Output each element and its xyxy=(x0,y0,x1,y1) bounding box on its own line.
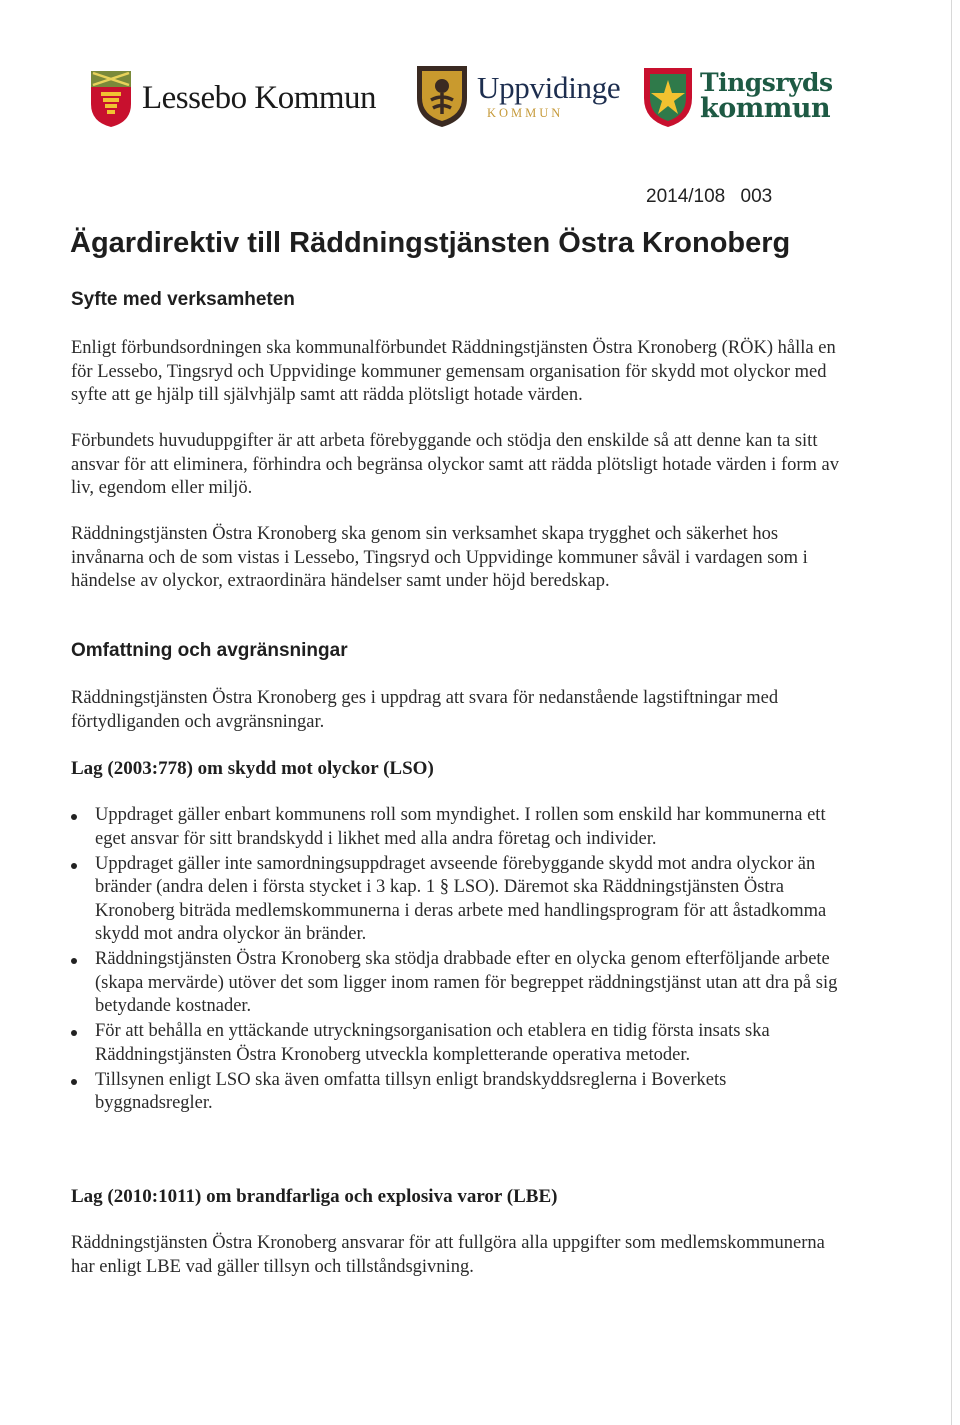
list-item xyxy=(71,948,841,1019)
list-item-text: Uppdraget gäller inte samordningsuppdraget avseende förebyggande skydd mot andra olyckor än bränder (andra delen i första stycket i 3 kap. 1 § LSO). Däremot ska Räddningstjänsten Östra Kronoberg biträda medlemskommunerna i deras arbete med handlingsprogram för att åstadkomma skydd mot andra olyckor än bränder. xyxy=(95,853,827,944)
lso-bullet-list xyxy=(71,804,841,1117)
bullet-icon xyxy=(71,1030,77,1036)
lbe-paragraph: Räddningstjänsten Östra Kronoberg ansvarar för att fullgöra alla uppgifter som medlemskommunerna har enligt LBE vad gäller tillsyn och tillståndsgivning. xyxy=(71,1233,825,1277)
page-edge-line xyxy=(951,0,952,1425)
bullet-icon xyxy=(71,958,77,964)
document-title: Ägardirektiv till Räddningstjänsten Östra Kronoberg xyxy=(70,227,791,259)
list-item xyxy=(71,853,841,947)
list-item-text: Uppdraget gäller enbart kommunens roll som myndighet. I rollen som enskild har kommunerna ett eget ansvar för sitt brandskydd i likhet med alla andra företag och individer. xyxy=(95,805,826,849)
purpose-paragraph-3: Räddningstjänsten Östra Kronoberg ska genom sin verksamhet skapa trygghet och säkerhet hos invånarna och de som vistas i Lessebo, Tingsryd och Uppvidinge kommuner såväl i vardagen som i händelse av olyckor, extraordinära händelser samt under höjd beredskap. xyxy=(71,524,808,591)
purpose-paragraph-2: Förbundets huvuduppgifter är att arbeta förebyggande och stödja den enskilde så att denne kan ta sitt ansvar för att eliminera, förhindra och begränsa olyckor samt att rädda plötsligt hotade värden i form av liv, egendom eller miljö. xyxy=(71,431,839,498)
list-item xyxy=(71,804,841,851)
bullet-icon xyxy=(71,863,77,869)
document-reference-number: 2014/108 003 xyxy=(646,186,773,207)
tingsryds-wordmark: Tingsryds xyxy=(700,68,833,97)
list-item-text: Räddningstjänsten Östra Kronoberg ska stödja drabbade efter en olycka genom efterföljande arbete (skapa mervärde) utöver det som ligger inom ramen för begreppet räddningstjänst utan att dra på sig betydande kostnader. xyxy=(95,949,838,1016)
law-lso-heading: Lag (2003:778) om skydd mot olyckor (LSO) xyxy=(71,758,434,779)
bullet-icon xyxy=(71,1079,77,1085)
bullet-icon xyxy=(71,814,77,820)
list-item xyxy=(71,1020,841,1067)
section-heading-scope: Omfattning och avgränsningar xyxy=(71,640,348,661)
list-item-text: För att behålla en yttäckande utryckningsorganisation och etablera en tidig första insats ska Räddningstjänsten Östra Kronoberg utveckla kompletterande operativa metoder. xyxy=(95,1021,770,1065)
list-item-text: Tillsynen enligt LSO ska även omfatta tillsyn enligt brandskyddsreglerna i Boverkets byggnadsregler. xyxy=(95,1069,727,1113)
lessebo-coat-of-arms-icon xyxy=(88,70,134,128)
purpose-paragraph-1: Enligt förbundsordningen ska kommunalförbundet Räddningstjänsten Östra Kronoberg (RÖK) hålla en för Lessebo, Tingsryd och Uppvidinge kommuner gemensam organisation för skydd mot olyckor med syfte att ge hjälp till självhjälp samt att rädda plötsligt hotade värden. xyxy=(71,338,836,405)
lessebo-kommun-logo xyxy=(88,68,398,128)
tingsryd-coat-of-arms-icon xyxy=(642,66,694,128)
section-heading-purpose: Syfte med verksamheten xyxy=(71,289,295,310)
uppvidinge-kommun-subtitle: KOMMUN xyxy=(487,106,564,120)
uppvidinge-kommun-logo xyxy=(415,64,630,130)
kommun-wordmark: kommun xyxy=(700,93,831,124)
law-lbe-heading: Lag (2010:1011) om brandfarliga och explosiva varor (LBE) xyxy=(71,1186,558,1207)
tingsryds-kommun-logo xyxy=(642,66,842,128)
list-item xyxy=(71,1069,841,1116)
lessebo-kommun-wordmark: Lessebo Kommun xyxy=(142,80,377,116)
scope-intro-paragraph: Räddningstjänsten Östra Kronoberg ges i uppdrag att svara för nedanstående lagstiftningar med förtydliganden och avgränsningar. xyxy=(71,688,779,732)
uppvidinge-wordmark: Uppvidinge xyxy=(477,70,621,105)
uppvidinge-coat-of-arms-icon xyxy=(415,64,469,128)
